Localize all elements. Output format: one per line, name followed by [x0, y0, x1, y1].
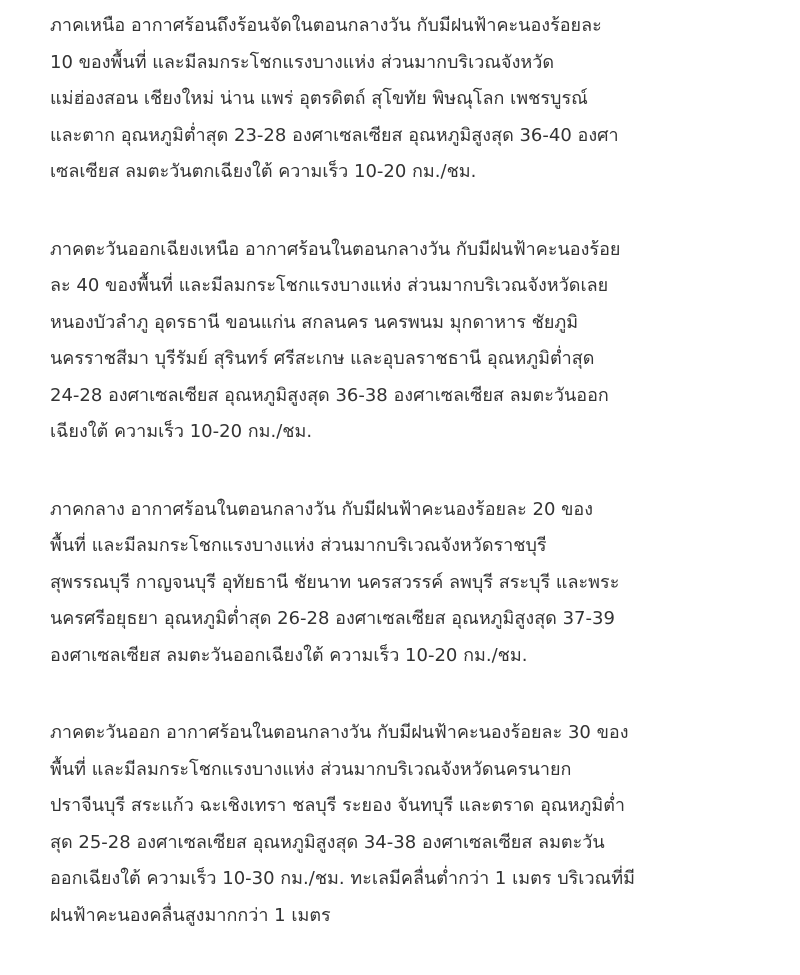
paragraph-central [50, 492, 750, 675]
paragraph-northeast [50, 232, 750, 451]
text-line: ภาคตะวันออก อากาศร้อนในตอนกลางวัน กับมีฝนฟ้าคะนองร้อยละ 30 ของ [50, 722, 629, 743]
text-line: องศาเซลเซียส ลมตะวันออกเฉียงใต้ ความเร็ว 10-20 กม./ชม. [50, 644, 528, 666]
text-line: นครศรีอยุธยา อุณหภูมิต่ำสุด 26-28 องศาเซลเซียส อุณหภูมิสูงสุด 37-39 [50, 608, 615, 629]
text-line: แม่ฮ่องสอน เชียงใหม่ น่าน แพร่ อุตรดิตถ์ สุโขทัย พิษณุโลก เพชรบูรณ์ [50, 88, 588, 109]
text-line: ปราจีนบุรี สระแก้ว ฉะเชิงเทรา ชลบุรี ระยอง จันทบุรี และตราด อุณหภูมิต่ำ [50, 795, 625, 816]
text-line: เฉียงใต้ ความเร็ว 10-20 กม./ชม. [50, 421, 313, 442]
text-line: พื้นที่ และมีลมกระโชกแรงบางแห่ง ส่วนมากบริเวณจังหวัดนครนายก [50, 758, 572, 780]
text-line: นครราชสีมา บุรีรัมย์ สุรินทร์ ศรีสะเกษ และอุบลราชธานี อุณหภูมิต่ำสุด [50, 348, 595, 369]
text-line: 10 ของพื้นที่ และมีลมกระโชกแรงบางแห่ง ส่วนมากบริเวณจังหวัด [50, 51, 555, 73]
text-line: ภาคตะวันออกเฉียงเหนือ อากาศร้อนในตอนกลางวัน กับมีฝนฟ้าคะนองร้อย [50, 238, 621, 260]
text-line: ภาคเหนือ อากาศร้อนถึงร้อนจัดในตอนกลางวัน กับมีฝนฟ้าคะนองร้อยละ [50, 15, 602, 36]
paragraph-north [50, 8, 750, 191]
text-line: และตาก อุณหภูมิต่ำสุด 23-28 องศาเซลเซียส อุณหภูมิสูงสุด 36-40 องศา [50, 124, 619, 146]
text-line: หนองบัวลำภู อุดรธานี ขอนแก่น สกลนคร นครพนม มุกดาหาร ชัยภูมิ [50, 311, 579, 333]
forecast-article [50, 8, 750, 975]
paragraph-east [50, 715, 750, 934]
text-line: 24-28 องศาเซลเซียส อุณหภูมิสูงสุด 36-38 องศาเซลเซียส ลมตะวันออก [50, 384, 609, 406]
text-line: เซลเซียส ลมตะวันตกเฉียงใต้ ความเร็ว 10-20 กม./ชม. [50, 161, 477, 182]
text-line: ละ 40 ของพื้นที่ และมีลมกระโชกแรงบางแห่ง ส่วนมากบริเวณจังหวัดเลย [50, 275, 609, 296]
text-line: ภาคกลาง อากาศร้อนในตอนกลางวัน กับมีฝนฟ้าคะนองร้อยละ 20 ของ [50, 498, 594, 520]
text-line: สุด 25-28 องศาเซลเซียส อุณหภูมิสูงสุด 34-38 องศาเซลเซียส ลมตะวัน [50, 831, 605, 853]
text-line: พื้นที่ และมีลมกระโชกแรงบางแห่ง ส่วนมากบริเวณจังหวัดราชบุรี [50, 535, 547, 556]
text-line: ออกเฉียงใต้ ความเร็ว 10-30 กม./ชม. ทะเลมีคลื่นต่ำกว่า 1 เมตร บริเวณที่มี [50, 868, 635, 889]
text-line: ฝนฟ้าคะนองคลื่นสูงมากกว่า 1 เมตร [50, 904, 331, 926]
text-line: สุพรรณบุรี กาญจนบุรี อุทัยธานี ชัยนาท นครสวรรค์ ลพบุรี สระบุรี และพระ [50, 571, 620, 593]
